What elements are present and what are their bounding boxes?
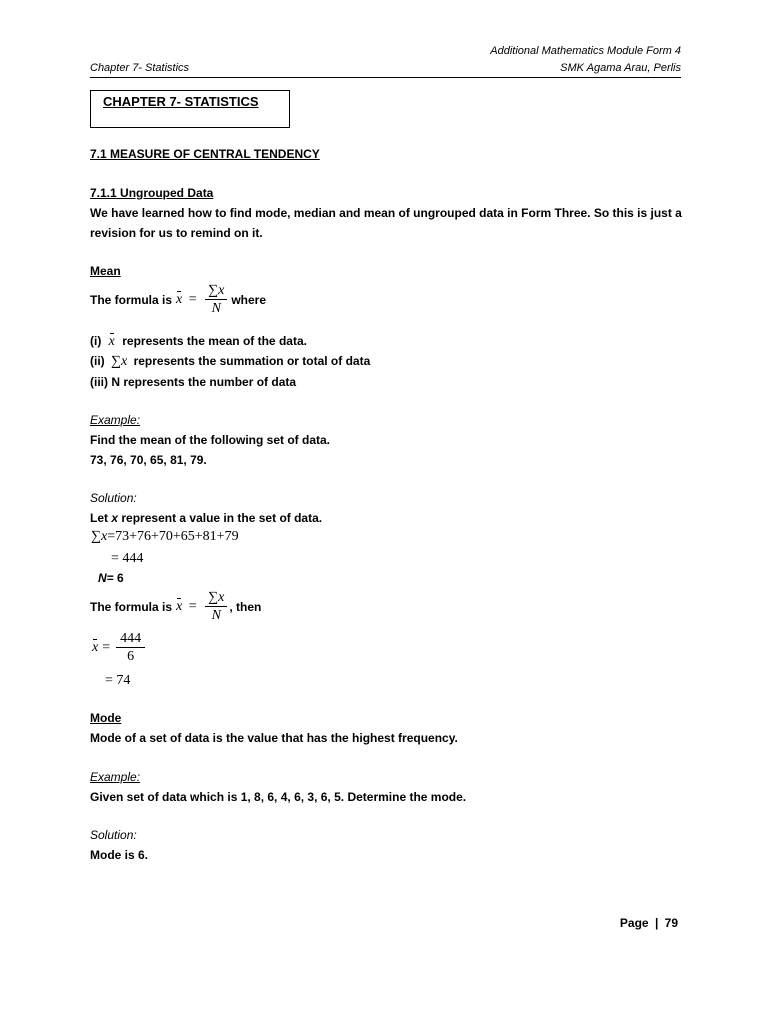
definition-2-prefix: (ii) xyxy=(90,354,105,368)
definition-2 xyxy=(90,354,370,370)
mode-example-label: Example: xyxy=(90,770,141,784)
page-footer xyxy=(620,916,678,930)
calculation-numerator: 444 xyxy=(116,630,145,648)
page-separator: | xyxy=(654,916,659,930)
let-variable: x xyxy=(111,511,119,525)
mean-formula-line xyxy=(90,282,266,317)
let-prefix: Let xyxy=(90,511,108,525)
let-suffix: represent a value in the set of data. xyxy=(121,511,323,525)
n-label: N= xyxy=(98,571,114,585)
fraction-denominator: N xyxy=(211,608,221,623)
calculation-denominator: 6 xyxy=(127,649,135,664)
mean-heading: Mean xyxy=(90,264,121,278)
header-rule xyxy=(90,77,681,78)
definition-2-text: represents the summation or total of data xyxy=(133,354,371,368)
sum-expression xyxy=(91,529,239,545)
formula2-suffix: , then xyxy=(229,599,262,614)
mode-heading: Mode xyxy=(90,711,122,725)
definition-1 xyxy=(90,334,307,350)
intro-line-1: We have learned how to find mode, median and mean of ungrouped data in Form Three. So this is just a xyxy=(90,206,682,220)
mode-answer: Mode is 6. xyxy=(90,848,149,862)
mean-example-label: Example: xyxy=(90,413,141,427)
mode-definition: Mode of a set of data is the value that has the highest frequency. xyxy=(90,731,458,745)
equals-symbol: = xyxy=(188,598,197,614)
mean-formula-2 xyxy=(176,589,229,624)
x-bar-symbol: x xyxy=(92,639,99,655)
mean-result: = 74 xyxy=(105,673,131,688)
sigma-x-symbol: ∑x xyxy=(91,529,108,544)
equals-symbol: = xyxy=(188,291,197,307)
formula-prefix: The formula is xyxy=(90,292,173,307)
header-school: SMK Agama Arau, Perlis xyxy=(560,62,681,74)
page-number: 79 xyxy=(664,916,678,930)
sum-over-n-fraction xyxy=(205,589,227,624)
definition-3: (iii) N represents the number of data xyxy=(90,375,297,389)
formula2-prefix: The formula is xyxy=(90,599,173,614)
x-bar-symbol: x xyxy=(108,334,115,349)
fraction-numerator: ∑x xyxy=(205,589,227,607)
sum-result: = 444 xyxy=(111,551,144,566)
definition-1-text: represents the mean of the data. xyxy=(122,334,307,348)
calculation-fraction xyxy=(116,630,145,665)
page-label: Page xyxy=(619,916,649,930)
sum-terms: =73+76+70+65+81+79 xyxy=(107,529,239,544)
mean-calculation xyxy=(92,630,147,665)
formula-suffix: where xyxy=(231,292,267,307)
chapter-title-box xyxy=(90,90,290,128)
mode-example-text: Given set of data which is 1, 8, 6, 4, 6, 3, 6, 5. Determine the mode. xyxy=(90,790,467,804)
sigma-x-symbol: ∑x xyxy=(111,354,128,369)
mode-solution-label: Solution: xyxy=(90,828,137,842)
header-chapter: Chapter 7- Statistics xyxy=(90,62,190,74)
chapter-title: CHAPTER 7- STATISTICS xyxy=(103,94,259,109)
fraction-numerator: ∑x xyxy=(205,282,227,300)
mean-solution-label: Solution: xyxy=(90,491,137,505)
mean-formula-line-2 xyxy=(90,589,261,624)
x-bar-symbol: x xyxy=(176,598,183,614)
mean-example-data: 73, 76, 70, 65, 81, 79. xyxy=(90,453,207,467)
n-line xyxy=(98,571,124,585)
n-value: 6 xyxy=(117,571,124,585)
mean-example-line-1: Find the mean of the following set of data. xyxy=(90,433,330,447)
intro-line-2: revision for us to remind on it. xyxy=(90,226,263,240)
section-heading: 7.1 MEASURE OF CENTRAL TENDENCY xyxy=(90,147,320,161)
mean-formula xyxy=(176,282,229,317)
x-bar-symbol: x xyxy=(176,291,183,307)
header-module-title: Additional Mathematics Module Form 4 xyxy=(490,45,681,57)
let-line xyxy=(90,511,322,525)
equals-symbol: = xyxy=(102,639,111,655)
sum-over-n-fraction xyxy=(205,282,227,317)
fraction-denominator: N xyxy=(211,301,221,316)
definition-1-prefix: (i) xyxy=(90,334,102,348)
subsection-heading: 7.1.1 Ungrouped Data xyxy=(90,186,214,200)
